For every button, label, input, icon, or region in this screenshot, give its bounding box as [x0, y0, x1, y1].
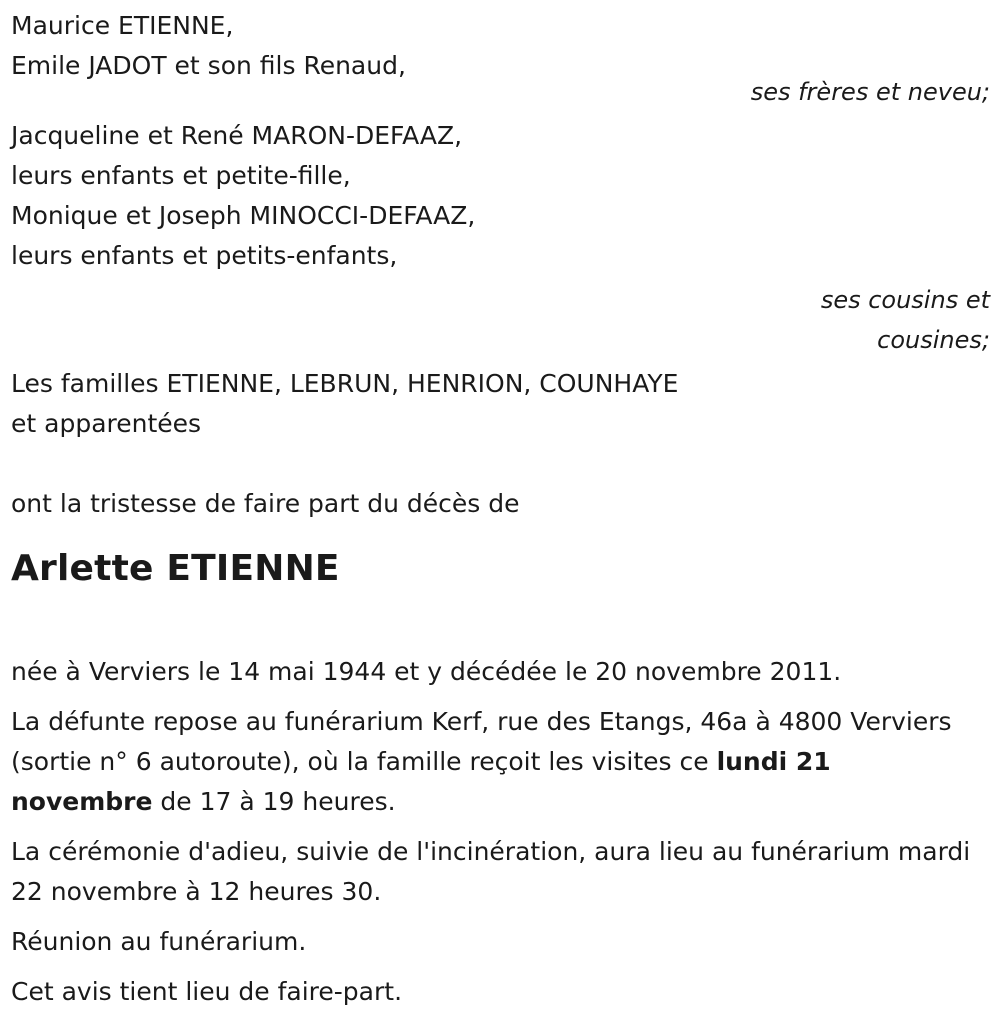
repose-text	[11, 702, 990, 822]
reunion-text: Réunion au funérarium.	[11, 927, 307, 956]
family-line: leurs enfants et petite-fille,	[11, 161, 351, 190]
obituary-notice	[11, 0, 990, 1006]
family-line: Monique et Joseph MINOCCI-DEFAAZ,	[11, 201, 476, 230]
relation-label: ses frères et neveu;	[750, 78, 990, 106]
visit-day: lundi 21	[716, 747, 831, 776]
family-line: Les familles ETIENNE, LEBRUN, HENRION, COUNHAYE	[11, 369, 679, 398]
birth-death-text: née à Verviers le 14 mai 1944 et y décédée le 20 novembre 2011.	[11, 657, 842, 686]
relation-label: ses cousins et	[820, 286, 990, 314]
family-line: Emile JADOT et son fils Renaud,	[11, 51, 406, 80]
relation-label: cousines;	[877, 326, 990, 354]
family-line: et apparentées	[11, 409, 202, 438]
announcement: ont la tristesse de faire part du décès de	[11, 489, 520, 518]
family-line: Maurice ETIENNE,	[11, 11, 234, 40]
deceased-name: Arlette ETIENNE	[11, 548, 340, 589]
family-line: Jacqueline et René MARON-DEFAAZ,	[11, 121, 463, 150]
family-line: leurs enfants et petits-enfants,	[11, 241, 398, 270]
notice-text: Cet avis tient lieu de faire-part.	[11, 977, 403, 1006]
visit-month: novembre	[11, 787, 153, 816]
repose-text-part: La défunte repose au funérarium Kerf, rue des Etangs, 46a à 4800 Verviers (sortie n° 6 autoroute), où la famille reçoit les visites ce	[11, 707, 952, 776]
ceremony-text: La cérémonie d'adieu, suivie de l'incinération, aura lieu au funérarium mardi 22 novembre à 12 heures 30.	[11, 837, 971, 906]
visit-hours: de 17 à 19 heures.	[152, 787, 396, 816]
